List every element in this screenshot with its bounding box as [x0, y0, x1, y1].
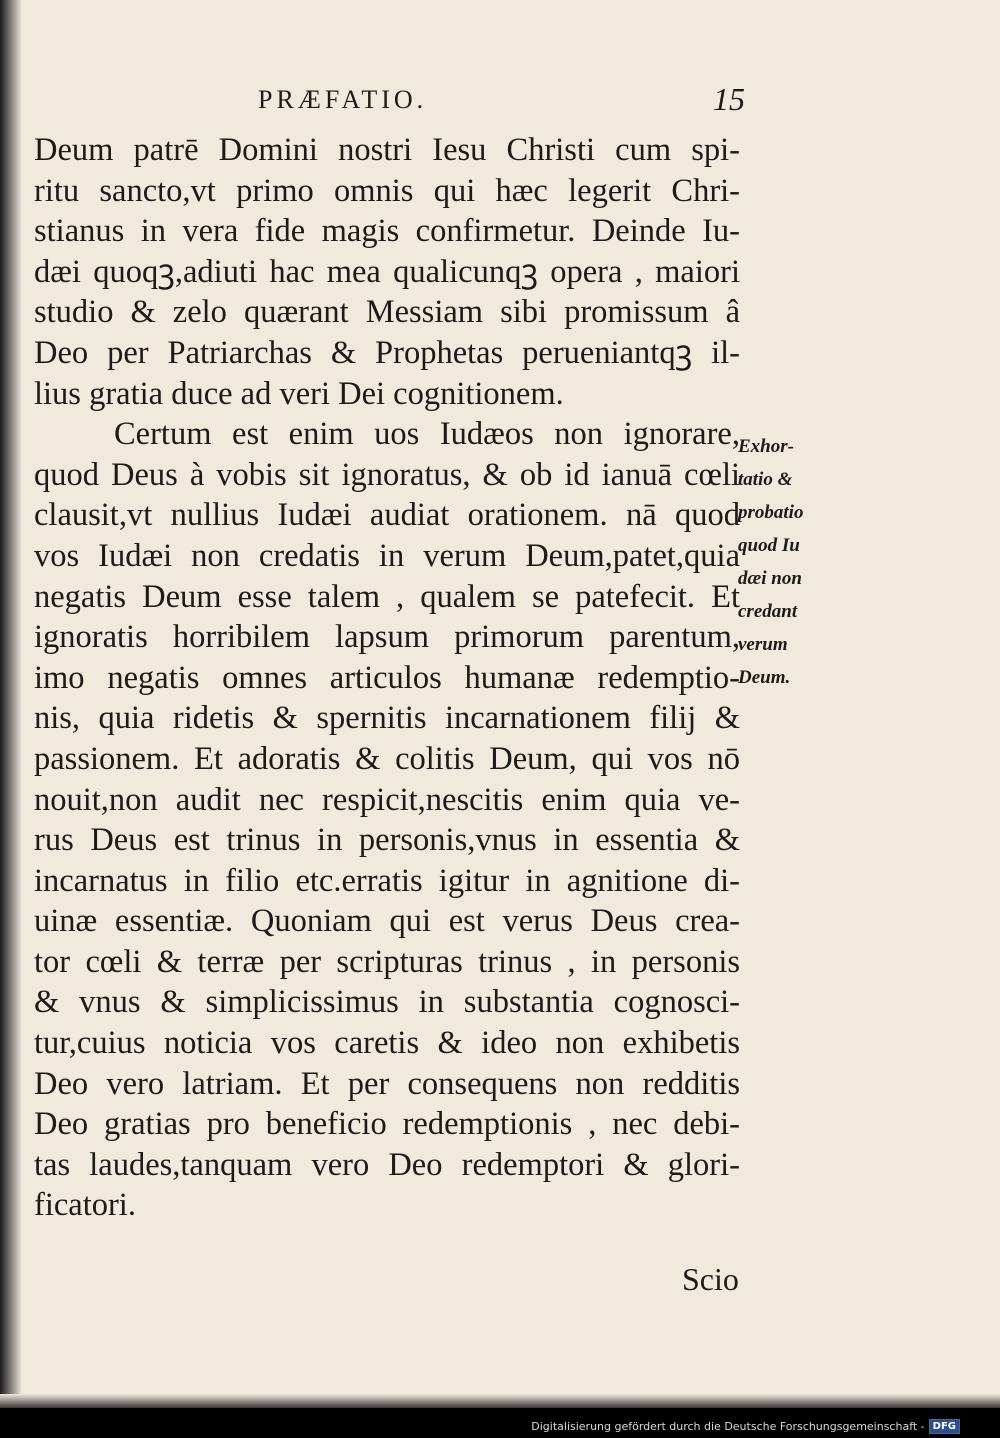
marginal-note-line: probatio: [738, 502, 804, 523]
text-line: nis, quia ridetis & spernitis incarnationem filij &: [34, 700, 740, 737]
body-text: [34, 130, 740, 1226]
text-line: ritu sancto,vt primo omnis qui hæc legerit Chri-: [34, 172, 740, 209]
marginal-note-line: tatio &: [738, 469, 793, 490]
text-line: vos Iudæi non credatis in verum Deum,patet,quia: [34, 537, 740, 574]
text-line: imo negatis omnes articulos humanæ redemptio-: [34, 659, 740, 696]
page-header: [250, 81, 745, 121]
text-line: lius gratia duce ad veri Dei cognitionem.: [34, 375, 564, 412]
marginal-note-line: dæi non: [738, 568, 802, 589]
text-line: Deo vero latriam. Et per consequens non redditis: [34, 1065, 740, 1102]
page-edge-shadow: [0, 0, 22, 1408]
text-line: incarnatus in filio etc.erratis igitur in agnitione di-: [34, 862, 740, 899]
marginal-note-line: Deum.: [738, 667, 791, 688]
text-line: ignoratis horribilem lapsum primorum parentum,: [34, 619, 740, 656]
page-bottom-shadow: [0, 1394, 1000, 1408]
text-line: uinæ essentiæ. Quoniam qui est verus Deus crea-: [34, 903, 740, 940]
text-line: Deum patrē Domini nostri Iesu Christi cum spi-: [34, 132, 740, 168]
text-line: stianus in vera fide magis confirmetur. Deinde Iu-: [34, 213, 740, 250]
marginal-note-line: credant: [738, 601, 798, 622]
dfg-logo-icon: DFG: [929, 1419, 960, 1434]
text-line: tas laudes,tanquam vero Deo redemptori & glori-: [34, 1146, 740, 1183]
running-head: PRÆFATIO.: [258, 85, 428, 114]
text-line: quod Deus à vobis sit ignoratus, & ob id ianuā cœli: [34, 456, 740, 493]
text-line: passionem. Et adoratis & colitis Deum, qui vos nō: [34, 740, 740, 777]
text-line: ficatori.: [34, 1187, 136, 1224]
text-line: nouit,non audit nec respicit,nescitis enim quia ve-: [34, 781, 740, 818]
page-number: 15: [713, 81, 745, 117]
digitization-credit: [531, 1419, 960, 1434]
text-line: clausit,vt nullius Iudæi audiat orationem. nā quod: [34, 497, 740, 534]
marginal-note: [738, 430, 838, 694]
text-line: studio & zelo quærant Messiam sibi promissum â: [34, 294, 740, 331]
marginal-note-line: quod Iu: [738, 535, 800, 556]
text-line: tur,cuius noticia vos caretis & ideo non exhibetis: [34, 1025, 740, 1062]
text-line: tor cœli & terræ per scripturas trinus , in personis: [34, 943, 740, 980]
text-line: dæi quoqꝫ,adiuti hac mea qualicunqꝫ opera , maiori: [34, 253, 740, 290]
text-line: Deo gratias pro beneficio redemptionis , nec debi-: [34, 1106, 740, 1143]
text-line: negatis Deum esse talem , qualem se patefecit. Et: [34, 578, 740, 615]
catchword: Scio: [682, 1261, 739, 1297]
text-line: Deo per Patriarchas & Prophetas perueniantqꝫ il-: [34, 334, 740, 371]
text-line: & vnus & simplicissimus in substantia cognosci-: [34, 984, 740, 1021]
text-line: Certum est enim uos Iudæos non ignorare,: [114, 416, 740, 453]
marginal-note-line: Exhor-: [738, 436, 794, 457]
text-line: rus Deus est trinus in personis,vnus in essentia &: [34, 822, 740, 859]
credit-text: Digitalisierung gefördert durch die Deutsche Forschungsgemeinschaft -: [531, 1420, 925, 1433]
marginal-note-line: verum: [738, 634, 788, 655]
